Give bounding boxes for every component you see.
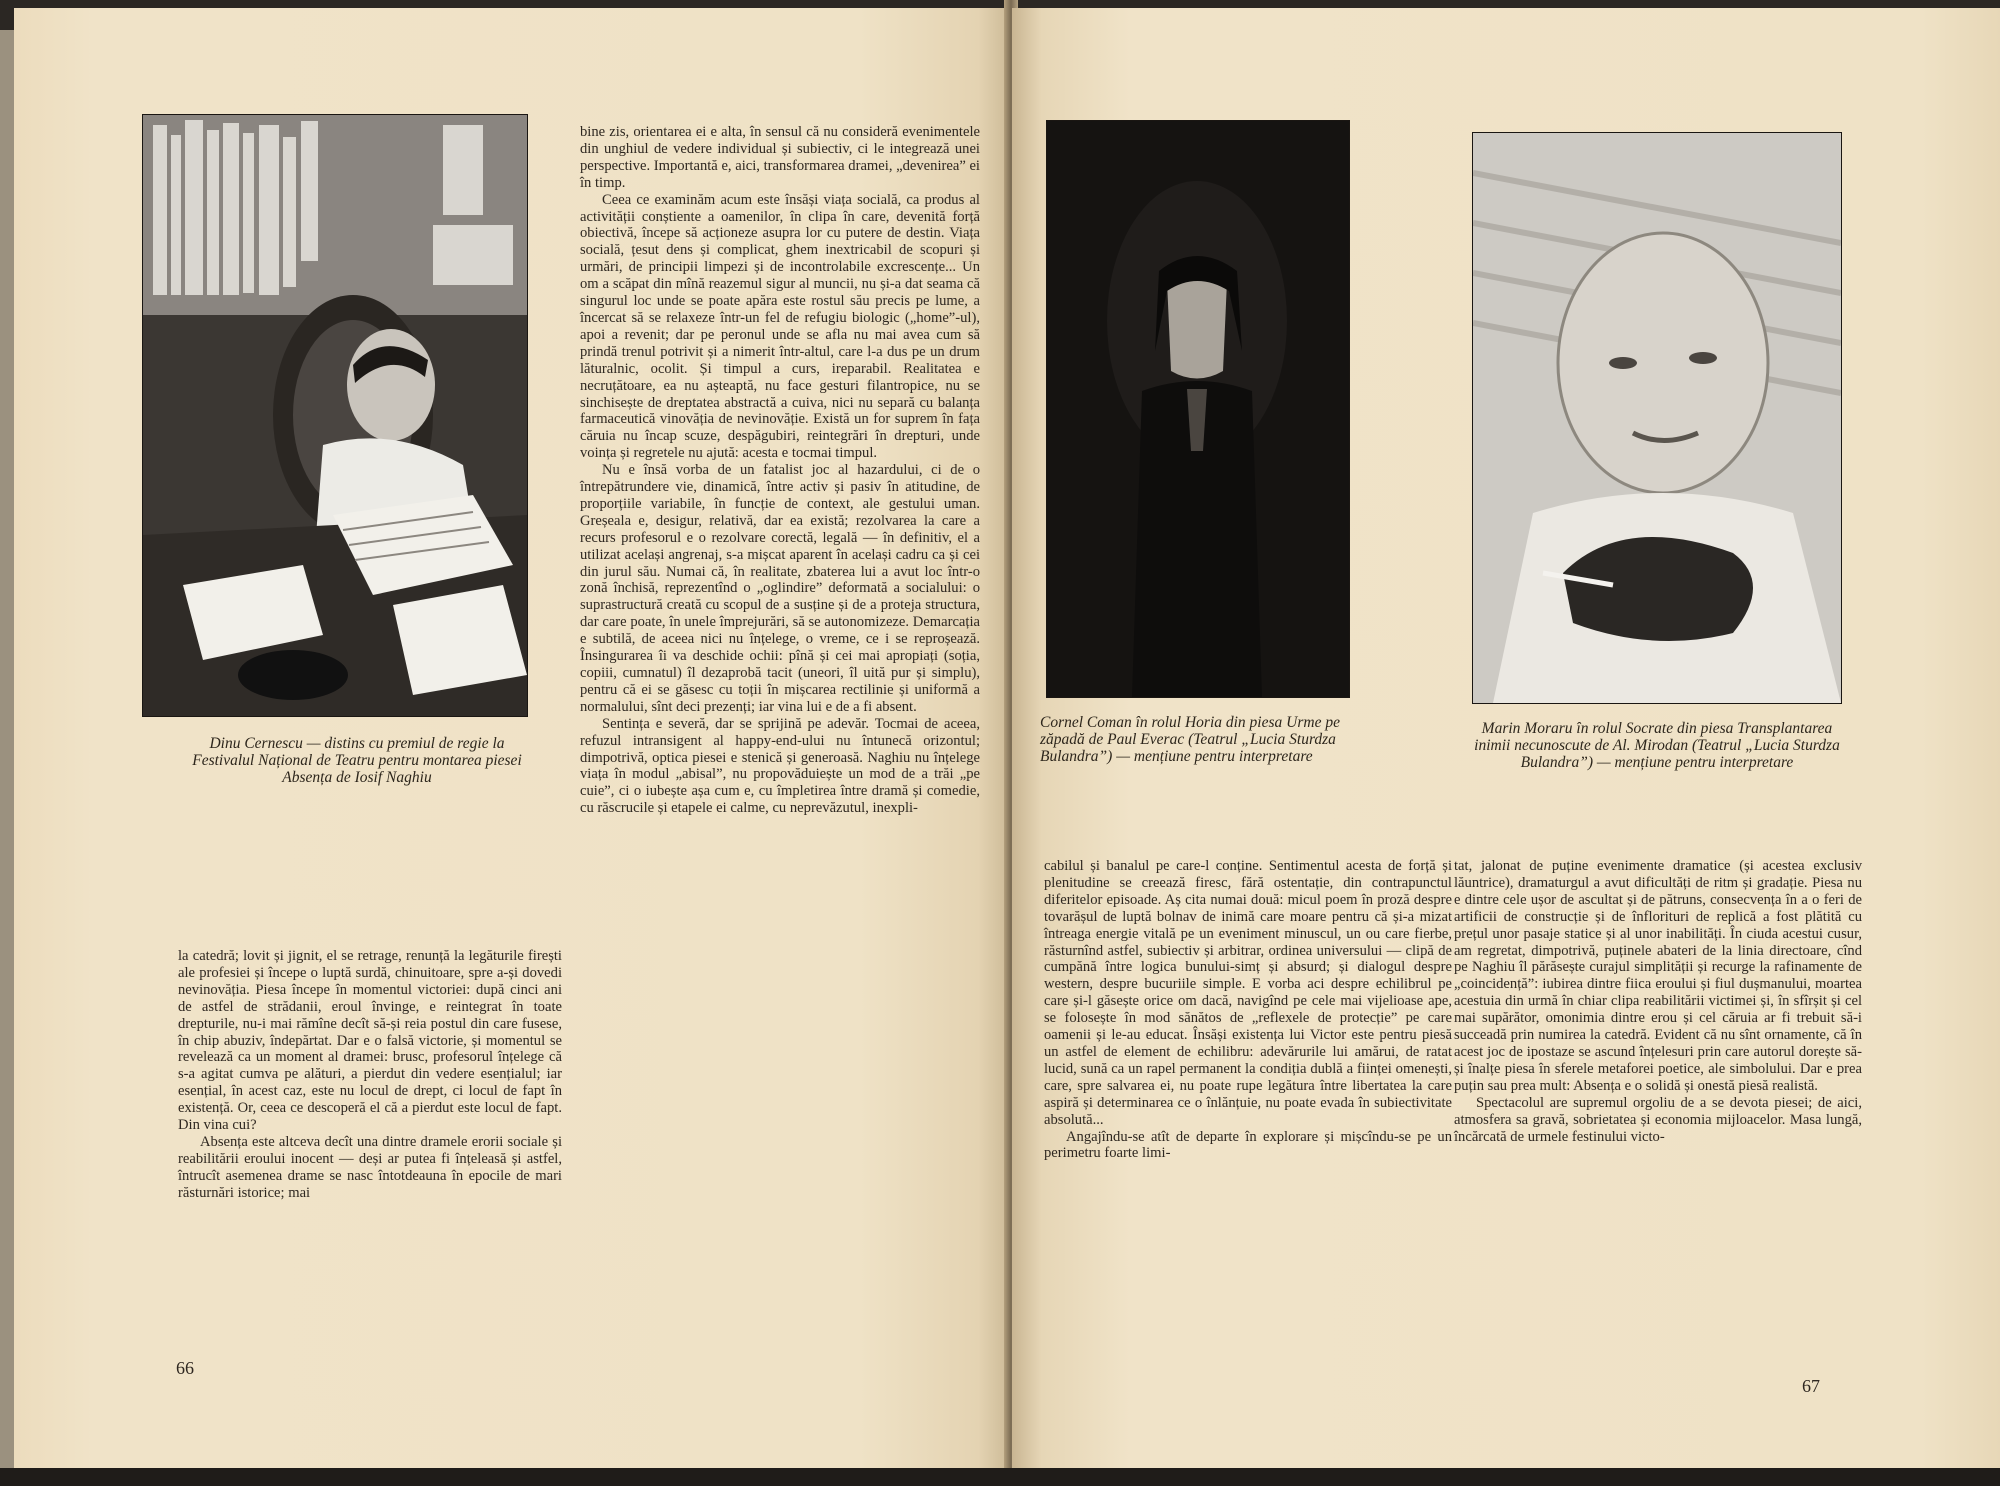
- book-edge: [0, 30, 14, 1470]
- left-page: [14, 8, 1008, 1470]
- paragraph: Nu e însă vorba de un fatalist joc al hazardului, ci de o întrepătrundere vie, dinamică, între activ și pasiv în atitudine, de proporțiile variabile, în funcție de context, ale gestului uman. Greșeala e, desigur, relativă, dar ea există; rezolvarea la care a recurs profesorul e o rezolvare corectă, legală — în definitiv, el a utilizat același angrenaj, s-a mișcat aparent în același cadru ca și cei din jurul său. Numai că, în realitate, zbaterea lui a avut loc într-o zonă închisă, reprezentînd o „oglindire” deformată a socialului: o suprastructură creată cu scopul de a susține și de a proteja structura, dar care poate, în unele împrejurări, să se autonomizeze. Demarcația e subtilă, de aceea nici nu înțelege, o vreme, ce i se reproșează. Însingurarea îi va deschide ochii: pînă și cei mai apropiați (soția, copiii, cumnatul) îl dezaprobă tacit (uneori, îl uită pur și simplu), pentru că ei se găsesc cu toții în mișcarea rectilinie și uniformă a normalului, sînt deci prezenți; iar vina lui e de a fi absent.: [580, 462, 980, 715]
- right-page: [1012, 8, 2000, 1470]
- paragraph: Absența este altceva decît una dintre dramele erorii sociale și reabilitării eroului inocent — deși ar putea fi înțeleasă și astfel, întrucît asemenea drame se nasc întotdeauna în epocile de mari răsturnări istorice; mai: [178, 1133, 562, 1201]
- photo-caption-right-1: Cornel Coman în rolul Horia din piesa Urme pe zăpadă de Paul Everac (Teatrul „Lucia Sturdza Bulandra”) — mențiune pentru interpretare: [1040, 714, 1340, 765]
- photo-caption-left: Dinu Cernescu — distins cu premiul de regie la Festivalul Național de Teatru pentru montarea piesei Absența de Iosif Naghiu: [192, 735, 522, 786]
- photo-caption-right-2: Marin Moraru în rolul Socrate din piesa Transplantarea inimii necunoscute de Al. Mirodan (Teatrul „Lucia Sturdza Bulandra”) — mențiune pentru interpretare: [1474, 720, 1840, 771]
- photo-cornel-coman: [1046, 120, 1350, 698]
- paragraph: cabilul și banalul pe care-l conține. Sentimentul acesta de forță și plenitudine se creează firesc, fără ostentație, din contrapunctul diferitelor episoade. Aș cita numai două: micul poem în proză despre tovarășul de luptă bolnav de inimă care moare pentru că și-a mizat întreaga energie vitală pe un eveniment minuscul, un ou care fierbe, răsturnînd astfel, subiectiv și arbitrar, ordinea universului — clipă de cumpănă între logica bunului-simț și absurd; și dialogul despre western, despre bucuriile simple. E vorba aci despre echilibrul pe care și-l găsește orice om dacă, navigînd pe cele mai vijelioase ape, se folosește în mod sănătos de „reflexele de protecție” pe care oamenii și le-au educat. Însăși existența lui Victor este pentru piesă un astfel de element de echilibru: adevărurile lui amărui, de ratat lucid, sună ca un rapel permanent la condiția dublă a ființei omenești, care, spre salvarea ei, nu poate rupe legătura între libertatea la care aspiră și determinarea ce o înlănțuie, nu poate evada în subiectivitate absolută...: [1044, 858, 1452, 1128]
- background-strip: [0, 1468, 2000, 1486]
- photo-marin-moraru: [1472, 132, 1842, 704]
- page-number-left: 66: [176, 1358, 194, 1378]
- page-number-right: 67: [1802, 1376, 1820, 1396]
- paragraph: tat, jalonat de puține evenimente dramatice (și acestea exclusiv lăuntrice), dramaturgul a avut dificultăți de ritm și gradație. Piesa nu e dintre cele ușor de ascultat și de pătruns, consecvența în a o feri de artificii de construcție și de înflorituri de replică a fost plătită cu prețul unor pasaje statice și al unor inabilități. În ciuda acestui cusur, am regretat, dimpotrivă, puținele abateri de la linia directoare, cînd pe Naghiu îl părăsește curajul simplității și recurge la rafinamente de „coincidență”: iubirea dintre fiica eroului și fiul dușmanului, moartea acestuia din urmă în chiar clipa reabilitării victimei și, în sfîrșit și cel mai supărător, omonimia dintre erou și cel căruia ar fi trebuit să-i succeadă prin numirea la catedră. Evident că nu sînt ornamente, că în acest joc de ipostaze se ascund înțelesuri prin care autorul dorește să-și înalțe piesa în sferele metaforei poetice, ale simbolului. Dar e prea puțin sau prea mult: Absența e o solidă și onestă piesă realistă.: [1454, 858, 1862, 1094]
- paragraph: bine zis, orientarea ei e alta, în sensul că nu consideră evenimentele din unghiul de vedere individual și subiectiv, ci le integrează unei perspective. Importantă e, aici, transformarea dramei, „devenirea” ei în timp.: [580, 124, 980, 191]
- paragraph: Sentința e severă, dar se sprijină pe adevăr. Tocmai de aceea, refuzul intransigent al happy-end-ului nu întunecă orizontul; dimpotrivă, optica piesei e stenică și generoasă. Naghiu nu înțelege viața în modul „abisal”, nu propovăduiește un mod de a trăi „pe cuie”, ci o iubește așa cum e, cu împletirea între dramă și comedie, cu răscrucile și etapele ei calme, cu neprevăzutul, inexpli-: [580, 715, 980, 817]
- photo-dinu-cernescu: [142, 114, 528, 717]
- paragraph: la catedră; lovit și jignit, el se retrage, renunță la legăturile firești ale profesiei și începe o luptă surdă, chinuitoare, spre a-și dovedi nevinovăția. Piesa începe în momentul victoriei: după cinci ani de astfel de strădanii, eroul învinge, e reintegrat în toate drepturile, nu-i mai rămîne decît să-și reia postul din care fusese, în chip abuziv, îndepărtat. Dar e o falsă victorie, și momentul se revelează ca un moment al dramei: brusc, profesorul înțelege că s-a agitat cumva pe alături, a pierdut din vedere esențialul; iar esențial, în acest caz, este nu locul de drept, ci locul de fapt în existență. Or, ceea ce descoperă el că a pierdut este locul de fapt. Din vina cui?: [178, 948, 562, 1134]
- text-column-a: [178, 948, 562, 1202]
- text-column-b: [580, 124, 980, 817]
- text-column-d: [1454, 858, 1862, 1145]
- paragraph: Spectacolul are supremul orgoliu de a se devota piesei; de aici, atmosfera sa gravă, sobrietatea și economia mijloacelor. Masa lungă, încărcată de urmele festinului victo-: [1454, 1094, 1862, 1145]
- paragraph: Ceea ce examinăm acum este însăși viața socială, ca produs al activității conștiente a oamenilor, în clipa în care, devenită forță obiectivă, începe să acționeze asupra lor cu putere de destin. Viața socială, țesut dens și complicat, ghem inextricabil de scopuri și urmări, de principii limpezi și de incontrolabile excrescențe... Un om a scăpat din mînă reazemul sigur al muncii, nu și-a dat seama că singurul loc unde se poate apăra este rostul său precis pe lume, a încercat să se relaxeze într-un fel de refugiu biologic („home”-ul), apoi a revenit; dar pe peronul unde se afla nu mai avea cum să prindă trenul potrivit și a nimerit într-altul, care l-a dus pe un drum lăturalnic, ocolit. Și timpul a curs, ireparabil. Realitatea e necruțătoare, ea nu așteaptă, nu face gesturi filantropice, nu se sinchisește de dreptatea abstractă a cuiva, nici nu separă cu balanța farmaceutică vinovăția de nevinovăție. Există un for suprem în fața căruia nu încap scuze, despăgubiri, reintegrări în drepturi, unde voința și regretele nu ajută: acesta e tocmai timpul.: [580, 191, 980, 462]
- paragraph: Angajîndu-se atît de departe în explorare și mișcîndu-se pe un perimetru foarte limi-: [1044, 1128, 1452, 1162]
- text-column-c: [1044, 858, 1452, 1162]
